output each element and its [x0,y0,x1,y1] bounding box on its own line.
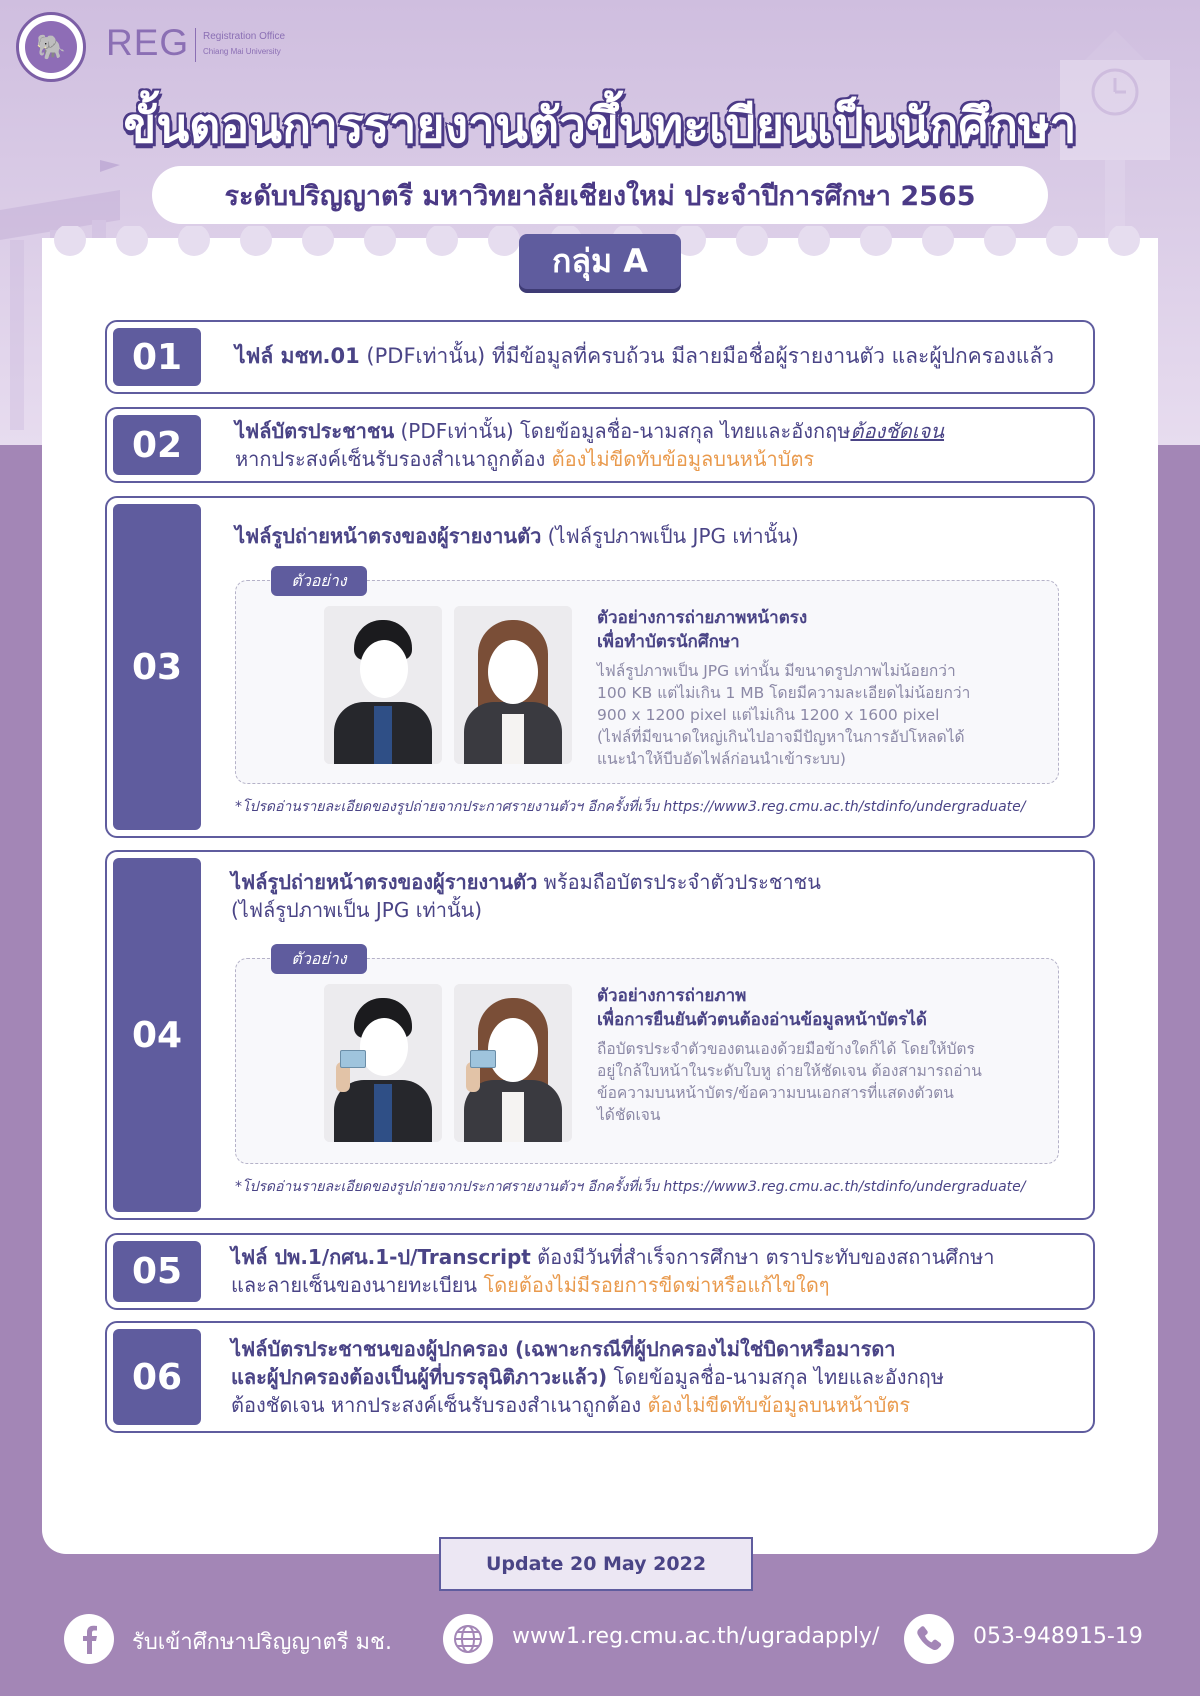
example-tag: ตัวอย่าง [271,566,367,596]
step-number: 06 [113,1329,201,1425]
facebook-link[interactable]: รับเข้าศึกษาปริญญาตรี มช. [132,1630,392,1655]
example-tag: ตัวอย่าง [271,944,367,974]
facebook-icon[interactable] [64,1614,114,1664]
globe-icon[interactable] [443,1614,493,1664]
step-03 [105,496,1095,838]
phone-icon[interactable] [904,1614,954,1664]
step-text: ไฟล์ ปพ.1/กศน.1-ป/Transcript ต้องมีวันที่สำเร็จการศึกษา ตราประทับของสถานศึกษา และลายเซ็นของนายทะเบียน โดยต้องไม่มีรอยการขีดฆ่าหรือแก้ไขใดๆ [231,1245,995,1297]
group-badge: กลุ่ม A [519,234,681,289]
example-description: ถือบัตรประจำตัวของตนเองด้วยมือข้างใดก็ได้ โดยให้บัตร อยู่ใกล้ใบหน้าในระดับใบหู ถ่ายให้ชัดเจน ต้องสามารถอ่าน ข้อความบนหน้าบัตร/ข้อความบนเอกสารที่แสดงตัวตน ได้ชัดเจน [597,1040,982,1124]
example-description: ไฟล์รูปภาพเป็น JPG เท่านั้น มีขนาดรูปภาพไม่น้อยกว่า 100 KB แต่ไม่เกิน 1 MB โดยมีความละเอียดไม่น้อยกว่า 900 x 1200 pixel แต่ไม่เกิน 1200 x 1600 pixel (ไฟล์ที่มีขนาดใหญ่เกินไปอาจมีปัญหาในการอัปโหลดได้ แนะนำให้บีบอัดไฟล์ก่อนนำเข้าระบบ) [597,662,971,768]
reg-subtitle-2: Chiang Mai University [203,47,281,56]
step-note: *โปรดอ่านรายละเอียดของรูปถ่ายจากประกาศรายงานตัวฯ อีกครั้งที่เว็บ https://www3.reg.cmu.ac.th/stdinfo/undergraduate/ [235,799,1026,815]
logo-divider [195,28,196,62]
step-number: 02 [113,415,201,475]
reg-subtitle-1: Registration Office [203,31,286,42]
website-link[interactable]: www1.reg.cmu.ac.th/ugradapply/ [512,1624,880,1649]
step-text: ไฟล์บัตรประชาชน (PDFเท่านั้น) โดยข้อมูลชื่อ-นามสกุล ไทยและอังกฤษต้องชัดเจน หากประสงค์เซ็นรับรองสำเนาถูกต้อง ต้องไม่ขีดทับข้อมูลบนหน้าบัตร [235,419,945,471]
step-number: 05 [113,1241,201,1302]
example-photo-female [454,606,572,764]
reg-logo-text: REG [106,22,190,63]
step-number: 03 [113,504,201,830]
step-number: 04 [113,858,201,1212]
phone-number[interactable]: 053-948915-19 [973,1624,1143,1649]
step-04 [105,850,1095,1220]
example-photo-female-id [454,984,572,1142]
step-01 [105,320,1095,394]
step-number: 01 [113,328,201,386]
step-text: ไฟล์ มชท.01 (PDFเท่านั้น) ที่มีข้อมูลที่ครบถ้วน มีลายมือชื่อผู้รายงานตัว และผู้ปกครองแล้ว [235,344,1055,368]
example-photo-male [324,606,442,764]
update-date: Update 20 May 2022 [439,1537,753,1591]
step-note: *โปรดอ่านรายละเอียดของรูปถ่ายจากประกาศรายงานตัวฯ อีกครั้งที่เว็บ https://www3.reg.cmu.ac.th/stdinfo/undergraduate/ [235,1179,1026,1195]
cmu-logo: 🐘 [16,12,86,82]
example-photo-male-id [324,984,442,1142]
step-02 [105,407,1095,483]
step-text: ไฟล์รูปถ่ายหน้าตรงของผู้รายงานตัว (ไฟล์รูปภาพเป็น JPG เท่านั้น) [235,524,799,548]
page-subtitle: ระดับปริญญาตรี มหาวิทยาลัยเชียงใหม่ ประจำปีการศึกษา 2565 [152,166,1048,224]
example-heading: ตัวอย่างการถ่ายภาพ เพื่อการยืนยันตัวตนต้องอ่านข้อมูลหน้าบัตรได้ [597,986,927,1030]
step-05 [105,1233,1095,1310]
step-text: ไฟล์บัตรประชาชนของผู้ปกครอง (เฉพาะกรณีที่ผู้ปกครองไม่ใช่บิดาหรือมารดา และผู้ปกครองต้องเป็นผู้ที่บรรลุนิติภาวะแล้ว) โดยข้อมูลชื่อ-นามสกุล ไทยและอังกฤษ ต้องชัดเจน หากประสงค์เซ็นรับรองสำเนาถูกต้อง ต้องไม่ขีดทับข้อมูลบนหน้าบัตร [231,1337,944,1417]
step-06 [105,1321,1095,1433]
page-title: ขั้นตอนการรายงานตัวขึ้นทะเบียนเป็นนักศึกษา [123,98,1077,154]
step-text: ไฟล์รูปถ่ายหน้าตรงของผู้รายงานตัว พร้อมถือบัตรประจำตัวประชาชน (ไฟล์รูปภาพเป็น JPG เท่านั้น) [231,870,821,922]
example-heading: ตัวอย่างการถ่ายภาพหน้าตรง เพื่อทำบัตรนักศึกษา [597,608,808,652]
